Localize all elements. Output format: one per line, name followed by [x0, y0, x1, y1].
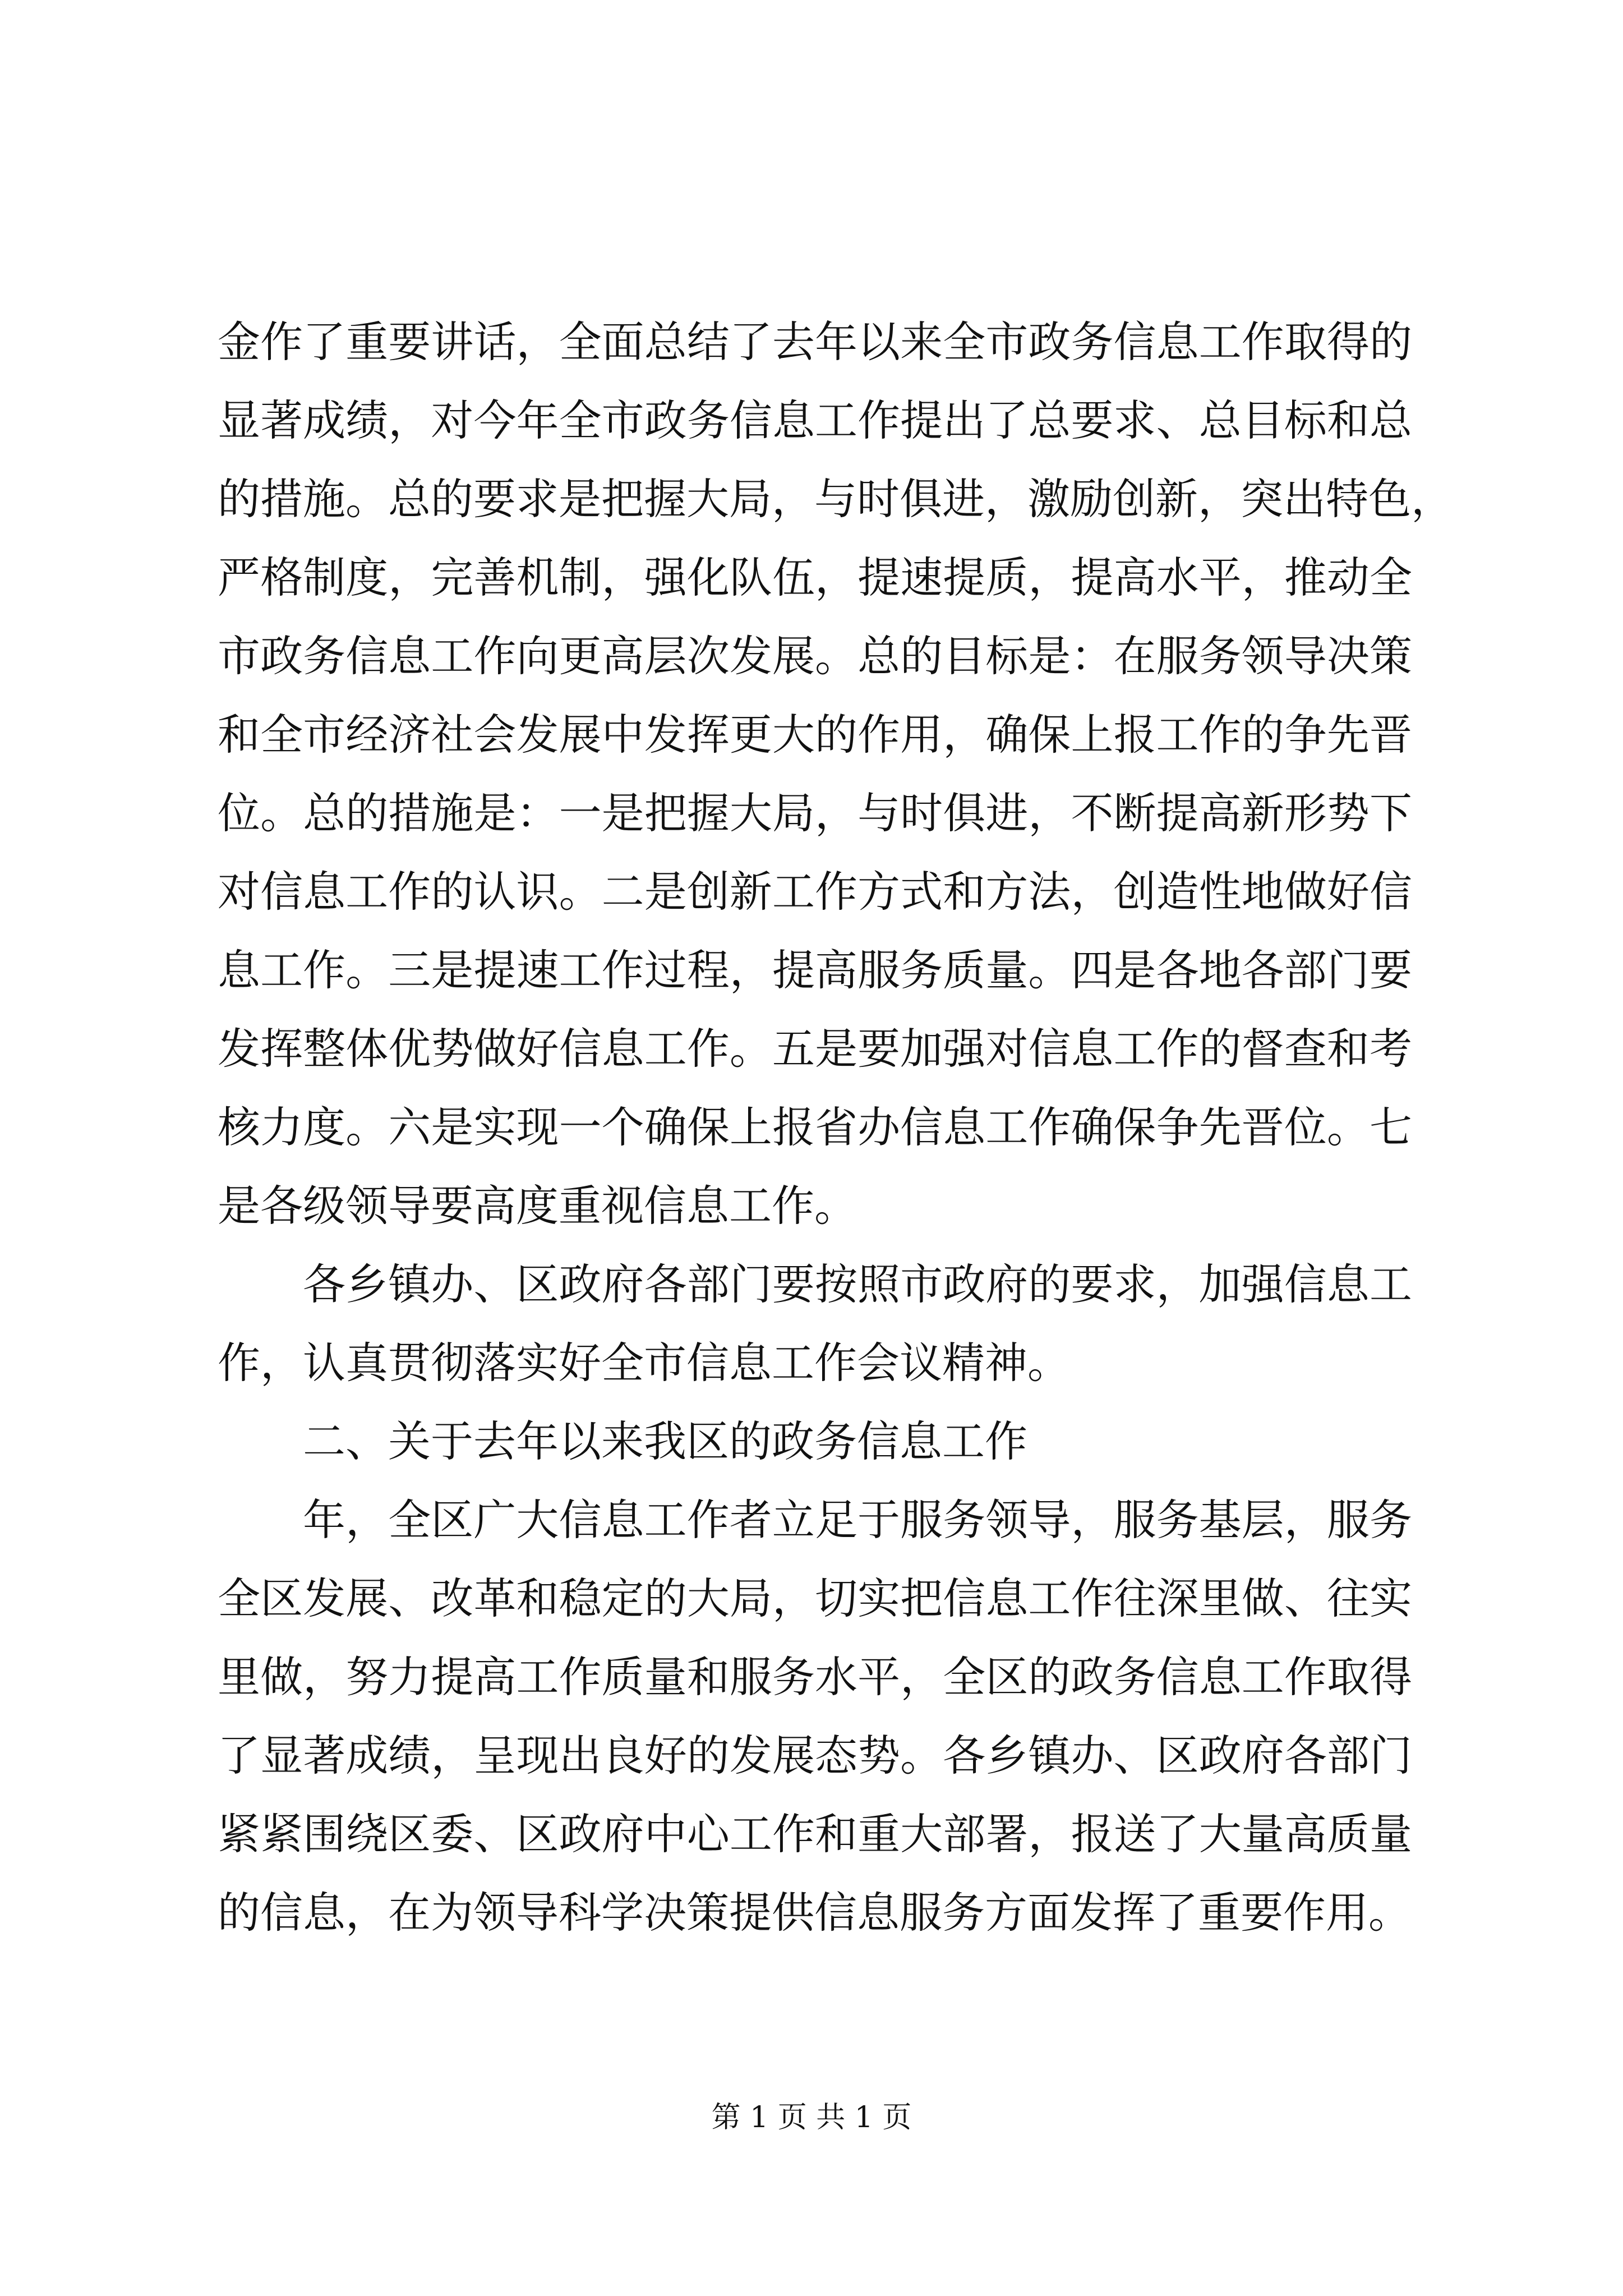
text-line: 金作了重要讲话，全面总结了去年以来全市政务信息工作取得的: [218, 317, 1412, 367]
section-heading: 二、关于去年以来我区的政务信息工作: [303, 1416, 1027, 1466]
text-line: 息工作。三是提速工作过程，提高服务质量。四是各地各部门要: [218, 945, 1412, 995]
text-line: 了显著成绩，呈现出良好的发展态势。各乡镇办、区政府各部门: [218, 1731, 1412, 1780]
text-line: 市政务信息工作向更高层次发展。总的目标是：在服务领导决策: [218, 631, 1412, 681]
text-line: 严格制度，完善机制，强化队伍，提速提质，提高水平，推动全: [218, 553, 1412, 602]
text-line: 显著成绩，对今年全市政务信息工作提出了总要求、总目标和总: [218, 395, 1412, 445]
text-line: 年，全区广大信息工作者立足于服务领导，服务基层，服务: [303, 1495, 1412, 1545]
text-line: 紧紧围绕区委、区政府中心工作和重大部署，报送了大量高质量: [218, 1809, 1412, 1859]
text-line: 全区发展、改革和稳定的大局，切实把信息工作往深里做、往实: [218, 1573, 1412, 1623]
text-line: 位。总的措施是：一是把握大局，与时俱进，不断提高新形势下: [218, 788, 1412, 838]
text-line: 的信息，在为领导科学决策提供信息服务方面发挥了重要作用。: [218, 1888, 1411, 1938]
document-body: [218, 303, 1454, 1952]
text-line: 是各级领导要高度重视信息工作。: [218, 1181, 857, 1231]
text-line: 核力度。六是实现一个确保上报省办信息工作确保争先晋位。七: [218, 1102, 1412, 1152]
page-number-footer: 第 1 页 共 1 页: [711, 2101, 912, 2134]
text-line: 的措施。总的要求是把握大局，与时俱进，激励创新，突出特色，: [218, 474, 1454, 524]
text-line: 和全市经济社会发展中发挥更大的作用，确保上报工作的争先晋: [218, 710, 1412, 760]
text-line: 发挥整体优势做好信息工作。五是要加强对信息工作的督查和考: [218, 1024, 1412, 1074]
text-line: 各乡镇办、区政府各部门要按照市政府的要求，加强信息工: [303, 1259, 1412, 1309]
text-line: 对信息工作的认识。二是创新工作方式和方法，创造性地做好信: [218, 867, 1412, 917]
text-line: 里做，努力提高工作质量和服务水平，全区的政务信息工作取得: [218, 1652, 1412, 1702]
text-line: 作，认真贯彻落实好全市信息工作会议精神。: [218, 1338, 1070, 1388]
